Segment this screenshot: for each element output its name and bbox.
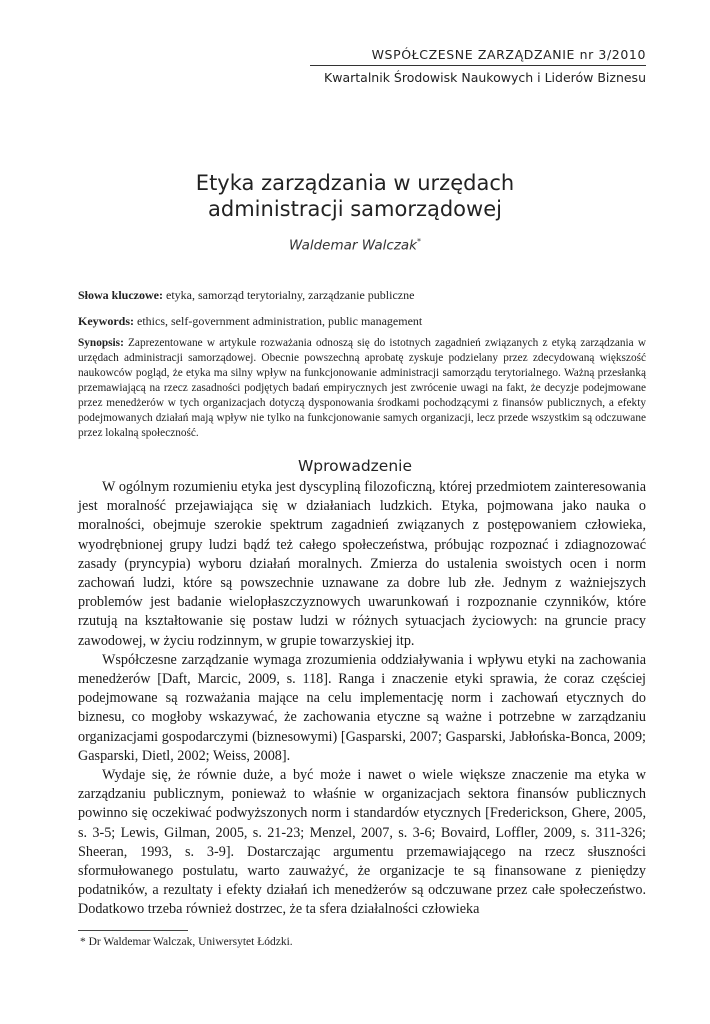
footnote: * Dr Waldemar Walczak, Uniwersytet Łódzki. <box>80 936 293 948</box>
footnote-divider <box>78 930 188 931</box>
body-paragraph-1: W ogólnym rozumieniu etyka jest dyscypliną filozoficzną, której przedmiotem zainteresowania jest moralność przejawiająca się w działaniach ludzkich. Etyka, pojmowana jako nauka o moralności, obejmuje szerokie spektrum zagadnień związanych z postępowaniem człowieka, wyodrębnionej grupy ludzi bądź też całego społeczeństwa, próbując rozpoznać i zdiagnozować zasady (pryncypia) wyboru działań moralnych. Zmierza do ustalenia swoistych ocen i norm zachowań ludzi, które są powszechnie uznawane za dobre lub złe. Jednym z ważniejszych problemów jest badanie wielopłaszczyznowych uwarunkowań i rozpoznanie czynników, które rzutują na kształtowanie się postaw ludzi w różnych sytuacjach życiowych: na gruncie pracy zawodowej, w życiu rodzinnym, w grupie towarzyskiej itp. <box>78 479 646 649</box>
author-line <box>0 237 710 254</box>
body-text <box>78 478 646 920</box>
author-name: Waldemar Walczak <box>288 237 417 254</box>
article-title-line-1: Etyka zarządzania w urzędach <box>195 171 515 195</box>
header-divider <box>310 65 646 66</box>
section-heading: Wprowadzenie <box>297 457 413 475</box>
article-title <box>0 170 710 222</box>
body-paragraph-3: Wydaje się, że równie duże, a być może i nawet o wiele większe znaczenie ma etyka w zarządzaniu publicznym, ponieważ to właśnie w organizacjach sektora finansów publicznych powinno się oczekiwać podwyższonych norm i standardów etycznych [Frederickson, Ghere, 2005, s. 3-5; Lewis, Gilman, 2005, s. 21-23; Menzel, 2007, s. 3-6; Bovaird, Loffler, 2009, s. 311-326; Sheeran, 1993, s. 3-9]. Dostarczając argumentu przemawiającego na rzecz słuszności sformułowanego postulatu, warto zauważyć, że organizacje te są finansowane z pieniędzy podatników, a rezultaty i efekty działań ich menedżerów są odczuwane przez całe społeczeństwo. Dodatkowo trzeba również dostrzec, że ta sfera działalności człowieka <box>78 767 646 918</box>
journal-issue-header: WSPÓŁCZESNE ZARZĄDZANIE nr 3/2010 <box>371 47 646 62</box>
synopsis-text: Zaprezentowane w artykule rozważania odnoszą się do istotnych zagadnień związanych z etyką zarządzania w urzędach administracji samorządowej. Obecnie powszechną aprobatę zyskuje podzielany przez zdecydowaną większość naukowców pogląd, że etyka ma silny wpływ na funkcjonowanie administracji samorządu terytorialnego. Ważną przesłanką przemawiającą na rzecz zasadności podjętych badań empirycznych jest zwrócenie uwagi na fakt, że decyzje podejmowane przez menedżerów w tych organizacjach dotyczą dysponowania środkami pochodzącymi z finansów publicznych, a efekty podejmowanych działań mają wpływ nie tylko na funkcjonowanie samych organizacji, lecz przede wszystkim są odczuwane przez lokalną społeczność. <box>78 337 646 439</box>
author-footnote-mark: * <box>417 237 421 246</box>
keywords-polish-text: etyka, samorząd terytorialny, zarządzanie publiczne <box>163 288 415 302</box>
synopsis <box>78 336 646 441</box>
keywords-english-label: Keywords: <box>78 314 134 328</box>
keywords-english-text: ethics, self-government administration, public management <box>134 314 423 328</box>
keywords-polish <box>78 288 638 303</box>
keywords-english <box>78 314 638 329</box>
synopsis-label: Synopsis: <box>78 337 124 349</box>
article-title-line-2: administracji samorządowej <box>208 197 502 221</box>
journal-subtitle: Kwartalnik Środowisk Naukowych i Liderów Biznesu <box>324 70 646 85</box>
keywords-polish-label: Słowa kluczowe: <box>78 288 163 302</box>
body-paragraph-2: Współczesne zarządzanie wymaga zrozumienia oddziaływania i wpływu etyki na zachowania menedżerów [Daft, Marcic, 2009, s. 118]. Ranga i znaczenie etyki sprawia, że coraz częściej podejmowane są rozważania mające na celu implementację norm i zachowań etycznych do biznesu, co mogłoby wskazywać, że zachowania etyczne są ważne i potrzebne w zarządzaniu organizacjami gospodarczymi (biznesowymi) [Gasparski, 2007; Gasparski, Jabłońska-Bonca, 2009; Gasparski, Dietl, 2002; Weiss, 2008]. <box>78 651 646 764</box>
